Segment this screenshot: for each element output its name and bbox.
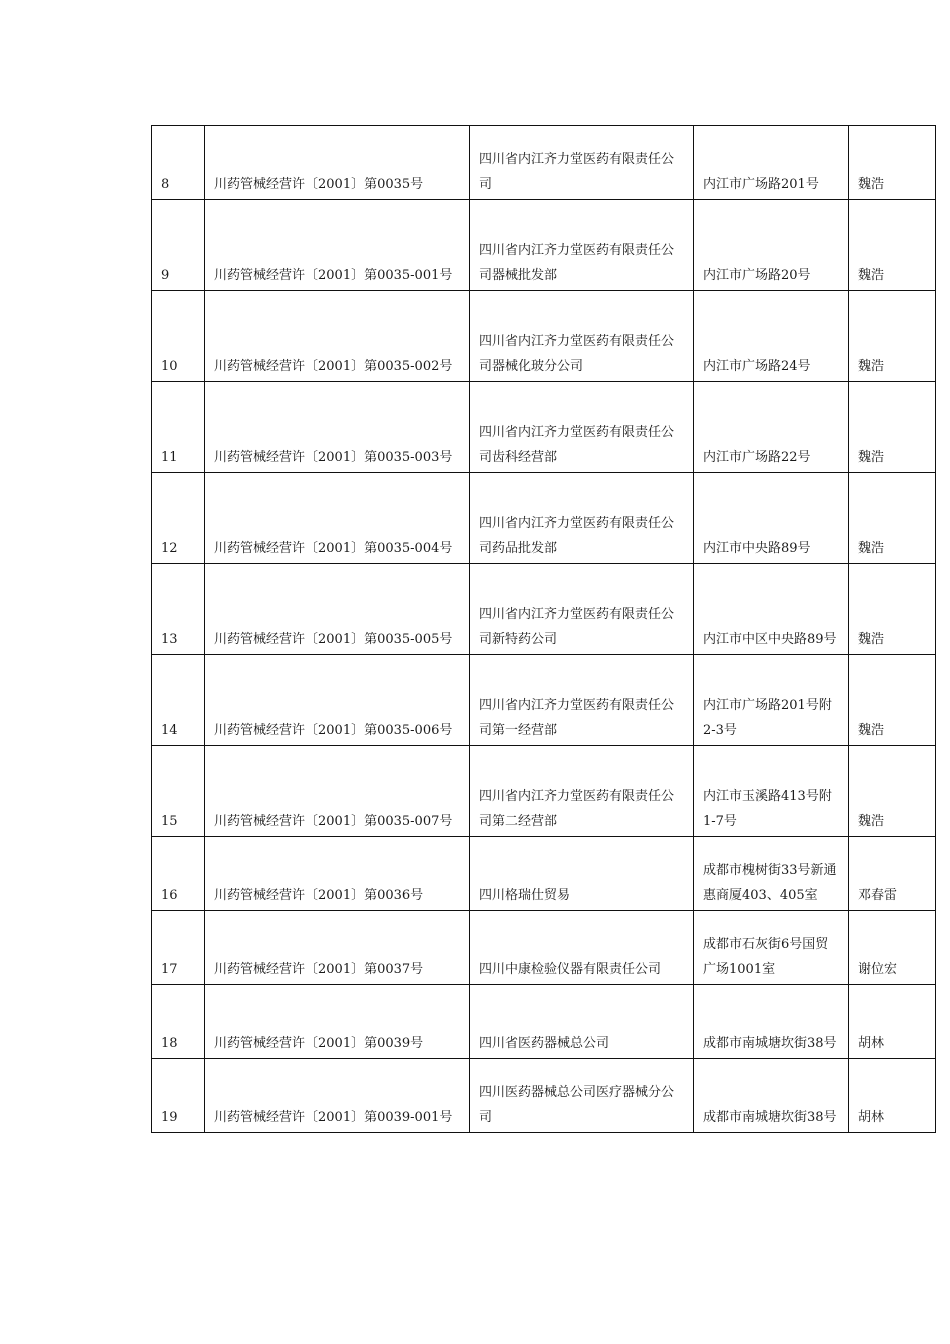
company-address: 成都市石灰街6号国贸广场1001室 bbox=[694, 911, 849, 985]
table-row bbox=[152, 291, 936, 382]
table-row bbox=[152, 911, 936, 985]
license-number: 川药管械经营许〔2001〕第0035-003号 bbox=[205, 382, 470, 473]
company-name: 四川省内江齐力堂医药有限责任公司第二经营部 bbox=[470, 746, 694, 837]
table-row bbox=[152, 655, 936, 746]
license-number: 川药管械经营许〔2001〕第0036号 bbox=[205, 837, 470, 911]
row-number: 8 bbox=[152, 126, 205, 200]
table-row bbox=[152, 126, 936, 200]
company-address: 内江市广场路22号 bbox=[694, 382, 849, 473]
table-row bbox=[152, 564, 936, 655]
legal-representative: 谢位宏 bbox=[849, 911, 936, 985]
legal-representative: 邓春雷 bbox=[849, 837, 936, 911]
company-address: 成都市南城塘坎街38号 bbox=[694, 1059, 849, 1133]
row-number: 11 bbox=[152, 382, 205, 473]
company-address: 成都市南城塘坎街38号 bbox=[694, 985, 849, 1059]
license-number: 川药管械经营许〔2001〕第0035-002号 bbox=[205, 291, 470, 382]
company-name: 四川格瑞仕贸易 bbox=[470, 837, 694, 911]
company-name: 四川医药器械总公司医疗器械分公司 bbox=[470, 1059, 694, 1133]
company-name: 四川省内江齐力堂医药有限责任公司器械化玻分公司 bbox=[470, 291, 694, 382]
table-row bbox=[152, 1059, 936, 1133]
table-row bbox=[152, 837, 936, 911]
company-address: 内江市玉溪路413号附1-7号 bbox=[694, 746, 849, 837]
row-number: 13 bbox=[152, 564, 205, 655]
company-name: 四川省内江齐力堂医药有限责任公司药品批发部 bbox=[470, 473, 694, 564]
company-name: 四川省内江齐力堂医药有限责任公司器械批发部 bbox=[470, 200, 694, 291]
row-number: 14 bbox=[152, 655, 205, 746]
row-number: 16 bbox=[152, 837, 205, 911]
legal-representative: 魏浩 bbox=[849, 126, 936, 200]
company-name: 四川中康检验仪器有限责任公司 bbox=[470, 911, 694, 985]
legal-representative: 胡林 bbox=[849, 1059, 936, 1133]
company-name: 四川省内江齐力堂医药有限责任公司 bbox=[470, 126, 694, 200]
row-number: 18 bbox=[152, 985, 205, 1059]
legal-representative: 魏浩 bbox=[849, 382, 936, 473]
legal-representative: 魏浩 bbox=[849, 564, 936, 655]
license-number: 川药管械经营许〔2001〕第0039-001号 bbox=[205, 1059, 470, 1133]
table-row bbox=[152, 382, 936, 473]
company-address: 成都市槐树街33号新通惠商厦403、405室 bbox=[694, 837, 849, 911]
table-row bbox=[152, 985, 936, 1059]
table-row bbox=[152, 200, 936, 291]
license-number: 川药管械经营许〔2001〕第0035-006号 bbox=[205, 655, 470, 746]
row-number: 12 bbox=[152, 473, 205, 564]
legal-representative: 魏浩 bbox=[849, 291, 936, 382]
legal-representative: 魏浩 bbox=[849, 655, 936, 746]
license-number: 川药管械经营许〔2001〕第0035-007号 bbox=[205, 746, 470, 837]
table-row bbox=[152, 473, 936, 564]
license-number: 川药管械经营许〔2001〕第0035号 bbox=[205, 126, 470, 200]
license-number: 川药管械经营许〔2001〕第0035-004号 bbox=[205, 473, 470, 564]
company-address: 内江市广场路20号 bbox=[694, 200, 849, 291]
company-address: 内江市中区中央路89号 bbox=[694, 564, 849, 655]
license-number: 川药管械经营许〔2001〕第0035-005号 bbox=[205, 564, 470, 655]
row-number: 15 bbox=[152, 746, 205, 837]
company-address: 内江市广场路201号附2-3号 bbox=[694, 655, 849, 746]
company-name: 四川省医药器械总公司 bbox=[470, 985, 694, 1059]
table-row bbox=[152, 746, 936, 837]
row-number: 9 bbox=[152, 200, 205, 291]
registry-table bbox=[151, 125, 936, 1133]
company-name: 四川省内江齐力堂医药有限责任公司新特药公司 bbox=[470, 564, 694, 655]
company-name: 四川省内江齐力堂医药有限责任公司齿科经营部 bbox=[470, 382, 694, 473]
company-address: 内江市中央路89号 bbox=[694, 473, 849, 564]
legal-representative: 胡林 bbox=[849, 985, 936, 1059]
license-number: 川药管械经营许〔2001〕第0039号 bbox=[205, 985, 470, 1059]
legal-representative: 魏浩 bbox=[849, 746, 936, 837]
company-address: 内江市广场路201号 bbox=[694, 126, 849, 200]
row-number: 19 bbox=[152, 1059, 205, 1133]
row-number: 17 bbox=[152, 911, 205, 985]
row-number: 10 bbox=[152, 291, 205, 382]
legal-representative: 魏浩 bbox=[849, 200, 936, 291]
license-number: 川药管械经营许〔2001〕第0035-001号 bbox=[205, 200, 470, 291]
company-address: 内江市广场路24号 bbox=[694, 291, 849, 382]
company-name: 四川省内江齐力堂医药有限责任公司第一经营部 bbox=[470, 655, 694, 746]
legal-representative: 魏浩 bbox=[849, 473, 936, 564]
license-number: 川药管械经营许〔2001〕第0037号 bbox=[205, 911, 470, 985]
